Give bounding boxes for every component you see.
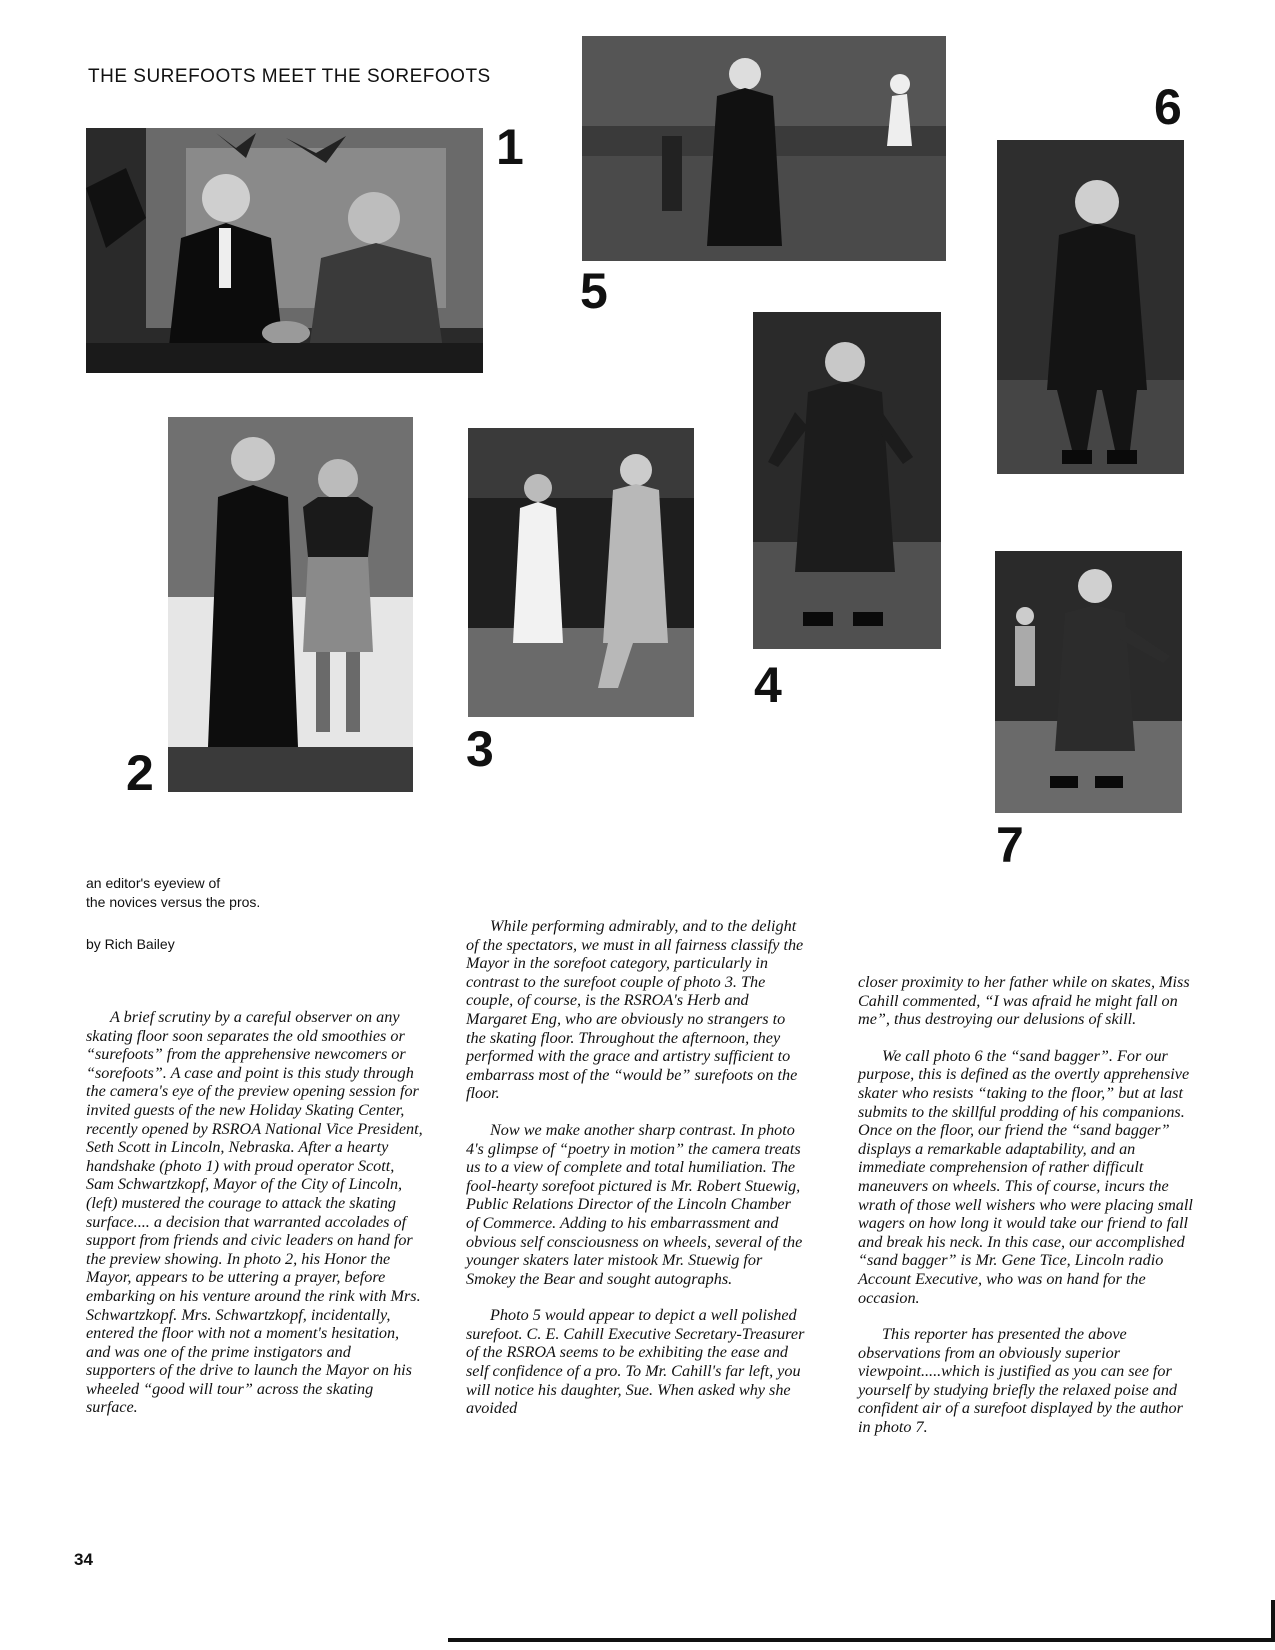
paragraph: We call photo 6 the “sand bagger”. For our purpose, this is defined as the overtly apprehensive skater who resists “taking to the floor,” but at last submits to the skillful prodding of his companions. Once on the floor, our friend the “sand bagger” displays a remarkable adaptability, and an immediate comprehension of rather difficult maneuvers on wheels. This of course, incurs the wrath of those well wishers who were placing small wagers on how long it would take our friend to fall and break his neck. In this case, our accomplished “sand bagger” is Mr. Gene Tice, Lincoln radio Account Executive, who was on hand for the occasion. [858, 1046, 1193, 1307]
column-3 [858, 973, 1198, 1455]
paragraph: A brief scrutiny by a careful observer on any skating floor soon separates the old smoothies or “surefoots” from the apprehensive newcomers or “sorefoots”. A case and point is this study through the camera's eye of the preview opening session for invited guests of the new Holiday Skating Center, recently opened by RSROA National Vice President, Seth Scott in Lincoln, Nebraska. After a hearty handshake (photo 1) with proud operator Scott, Sam Schwartzkopf, Mayor of the City of Lincoln, (left) mustered the courage to attack the skating surface.... a decision that warranted accolades of support from friends and civic leaders on hand for the preview showing. In photo 2, his Honor the Mayor, appears to be uttering a prayer, before embarking on his venture around the rink with Mrs. Schwartzkopf. Mrs. Schwartzkopf, incidentally, entered the floor with not a moment's hesitation, and was one of the prime instigators and supporters of the drive to launch the Mayor on his wheeled “good will tour” across the skating surface. [86, 1008, 423, 1417]
intro-line-2: the novices versus the pros. [86, 894, 261, 910]
photo-4-stuewig [753, 312, 941, 649]
paragraph: This reporter has presented the above observations from an obviously superior viewpoint.....which is justified as you can see for yourself by studying briefly the relaxed poise and confident air of a surefoot displayed by the author in photo 7. [858, 1325, 1183, 1437]
photo-5-cahill-skating [582, 36, 946, 261]
photo-7-author [995, 551, 1182, 813]
photo-6-sand-bagger [997, 140, 1184, 474]
paragraph: While performing admirably, and to the delight of the spectators, we must in all fairness classify the Mayor in the sorefoot category, particularly in contrast to the surefoot couple of photo 3. The couple, of course, is the RSROA's Herb and Margaret Eng, who are obviously no strangers to the skating floor. Throughout the afternoon, they performed with the grace and artistry sufficient to embarrass most of the “would be” surefoots on the floor. [466, 917, 804, 1103]
byline: by Rich Bailey [86, 936, 175, 952]
photo-2-mayor-and-wife [168, 417, 413, 792]
photo-number-4: 4 [754, 657, 782, 713]
photo-1-handshake [86, 128, 483, 373]
headline: THE SUREFOOTS MEET THE SOREFOOTS [88, 66, 491, 87]
photo-number-5: 5 [580, 263, 608, 319]
photo-number-6: 6 [1154, 79, 1182, 135]
page-number: 34 [74, 1550, 93, 1569]
photo-number-3: 3 [466, 721, 494, 777]
photo-number-2: 2 [126, 745, 154, 801]
photo-3-eng-couple [468, 428, 694, 717]
paragraph: closer proximity to her father while on skates, Miss Cahill commented, “I was afraid he might fall on me”, thus destroying our delusions of skill. [858, 973, 1190, 1029]
photo-number-1: 1 [496, 119, 524, 175]
paragraph: Now we make another sharp contrast. In photo 4's glimpse of “poetry in motion” the camera treats us to a view of complete and total humiliation. The fool-hearty sorefoot pictured is Mr. Robert Stuewig, Public Relations Director of the Lincoln Chamber of Commerce. Adding to his embarrassment and obvious self consciousness on wheels, several of the younger skaters later mistook Mr. Stuewig for Smokey the Bear and sought autographs. [466, 1120, 803, 1288]
bottom-rule [448, 1638, 1275, 1642]
column-1 [86, 1008, 424, 1435]
column-2 [466, 917, 806, 1436]
intro-line-1: an editor's eyeview of [86, 875, 221, 891]
photo-number-7: 7 [996, 817, 1024, 873]
bottom-rule-corner [1271, 1600, 1275, 1642]
paragraph: Photo 5 would appear to depict a well polished surefoot. C. E. Cahill Executive Secretary-Treasurer of the RSROA seems to be exhibiting the ease and self confidence of a pro. To Mr. Cahill's far left, you will notice his daughter, Sue. When asked why she avoided [466, 1306, 805, 1418]
intro-text [86, 874, 260, 912]
